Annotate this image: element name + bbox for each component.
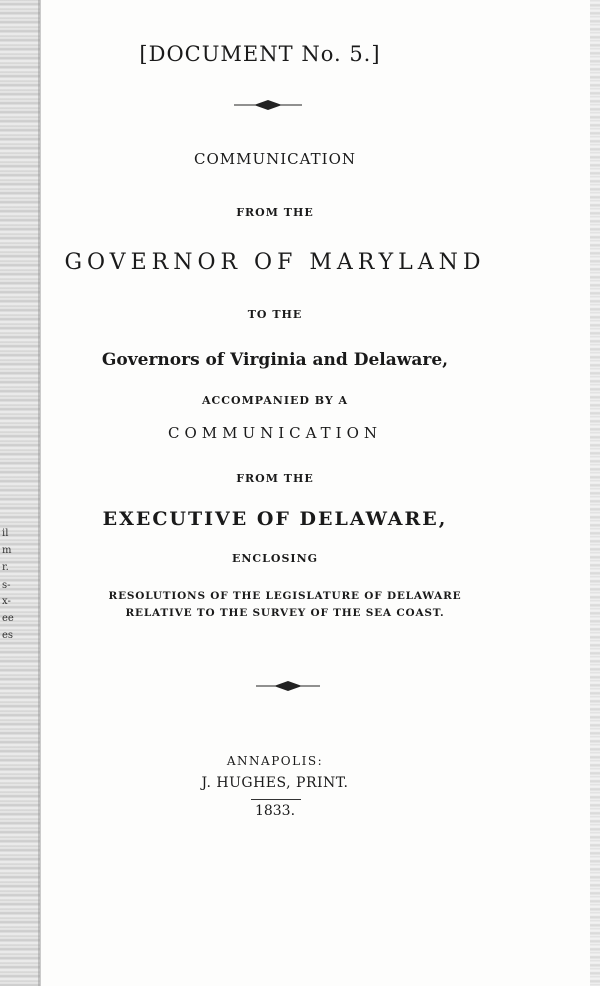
document-number: [DOCUMENT No. 5.] xyxy=(139,42,381,66)
subtitle-accompanied-by: ACCOMPANIED BY A xyxy=(201,394,349,407)
margin-bleed-text: il xyxy=(2,528,9,539)
ornament-rule-bottom xyxy=(256,680,320,692)
title-communication-2: COMMUNICATION xyxy=(167,424,383,442)
margin-bleed-text: es xyxy=(2,630,14,641)
margin-bleed-text: s- xyxy=(2,580,11,591)
title-executive-of-delaware: EXECUTIVE OF DELAWARE, xyxy=(102,508,448,530)
imprint-printer: J. HUGHES, PRINT. xyxy=(201,775,349,791)
imprint-year: 1833. xyxy=(254,803,296,819)
ornament-rule-top xyxy=(234,99,302,111)
imprint-city: ANNAPOLIS: xyxy=(226,754,324,768)
margin-bleed-text: x- xyxy=(2,596,11,607)
resolutions-line-1: RESOLUTIONS OF THE LEGISLATURE OF DELAWARE xyxy=(108,590,462,602)
subtitle-from-the: FROM THE xyxy=(236,206,314,219)
binding-edge xyxy=(0,0,40,986)
title-governor-of-maryland: GOVERNOR OF MARYLAND xyxy=(64,250,486,275)
binding-shadow xyxy=(38,0,41,986)
resolutions-line-2: RELATIVE TO THE SURVEY OF THE SEA COAST. xyxy=(125,607,445,619)
page-right-edge xyxy=(590,0,600,986)
margin-bleed-text: r. xyxy=(2,562,9,573)
subtitle-from-the-2: FROM THE xyxy=(236,472,314,485)
margin-bleed-text: ee xyxy=(2,613,14,624)
subtitle-enclosing: ENCLOSING xyxy=(231,552,319,565)
title-governors-virginia-delaware: Governors of Virginia and Delaware, xyxy=(101,350,449,370)
margin-bleed-text: m xyxy=(2,545,12,556)
imprint-rule xyxy=(251,799,301,800)
subtitle-to-the: TO THE xyxy=(247,308,303,321)
title-communication: COMMUNICATION xyxy=(193,150,357,168)
